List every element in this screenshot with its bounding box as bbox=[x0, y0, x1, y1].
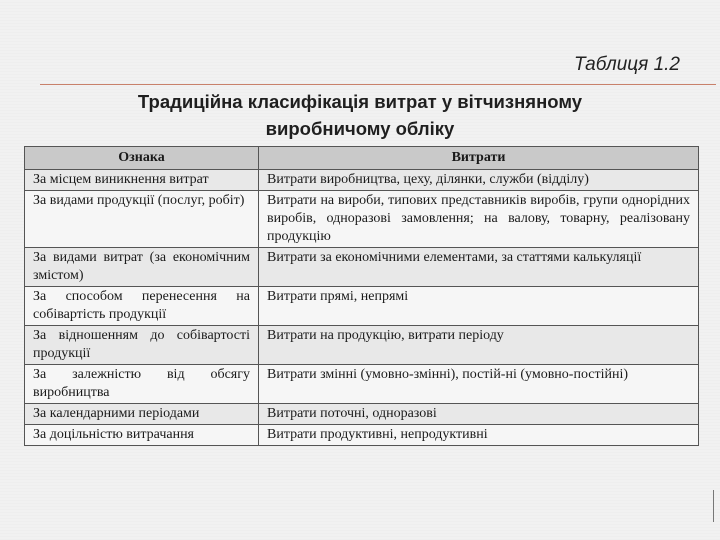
sign-cell: За місцем виникнення витрат bbox=[25, 170, 259, 191]
sign-cell: За відношенням до собівартості продукції bbox=[25, 326, 259, 365]
sign-cell: За залежністю від обсягу виробництва bbox=[25, 365, 259, 404]
cost-classification-table bbox=[24, 146, 699, 446]
slide-title-line-1: Традиційна класифікація витрат у вітчизняному bbox=[137, 91, 583, 112]
costs-cell: Витрати продуктивні, непродуктивні bbox=[259, 425, 699, 446]
sign-cell: За видами продукції (послуг, робіт) bbox=[25, 191, 259, 248]
accent-divider-line bbox=[40, 84, 716, 85]
costs-cell: Витрати прямі, непрямі bbox=[259, 287, 699, 326]
costs-cell: Витрати змінні (умовно-змінні), постій-ні (умовно-постійні) bbox=[259, 365, 699, 404]
sign-cell: За видами витрат (за економічним змістом) bbox=[25, 248, 259, 287]
table-row bbox=[25, 404, 699, 425]
costs-cell: Витрати на продукцію, витрати періоду bbox=[259, 326, 699, 365]
edge-mark-line bbox=[713, 490, 714, 522]
header-sign: Ознака bbox=[25, 147, 259, 170]
sign-cell: За способом перенесення на собівартість продукції bbox=[25, 287, 259, 326]
table-row bbox=[25, 191, 699, 248]
costs-cell: Витрати на вироби, типових представників виробів, групи однорідних виробів, одноразові замовлення; на валову, товарну, реалізовану продукцію bbox=[259, 191, 699, 248]
table-row bbox=[25, 170, 699, 191]
table-row bbox=[25, 425, 699, 446]
slide-title bbox=[60, 88, 660, 142]
table-row bbox=[25, 248, 699, 287]
table-number-caption: Таблиця 1.2 bbox=[573, 54, 680, 75]
costs-cell: Витрати поточні, одноразові bbox=[259, 404, 699, 425]
costs-cell: Витрати за економічними елементами, за статтями калькуляції bbox=[259, 248, 699, 287]
table-row bbox=[25, 326, 699, 365]
table-row bbox=[25, 287, 699, 326]
header-costs: Витрати bbox=[259, 147, 699, 170]
sign-cell: За доцільністю витрачання bbox=[25, 425, 259, 446]
slide-title-line-2: виробничому обліку bbox=[265, 118, 455, 139]
costs-cell: Витрати виробництва, цеху, ділянки, служби (відділу) bbox=[259, 170, 699, 191]
sign-cell: За календарними періодами bbox=[25, 404, 259, 425]
table-row bbox=[25, 365, 699, 404]
table-header-row bbox=[25, 147, 699, 170]
